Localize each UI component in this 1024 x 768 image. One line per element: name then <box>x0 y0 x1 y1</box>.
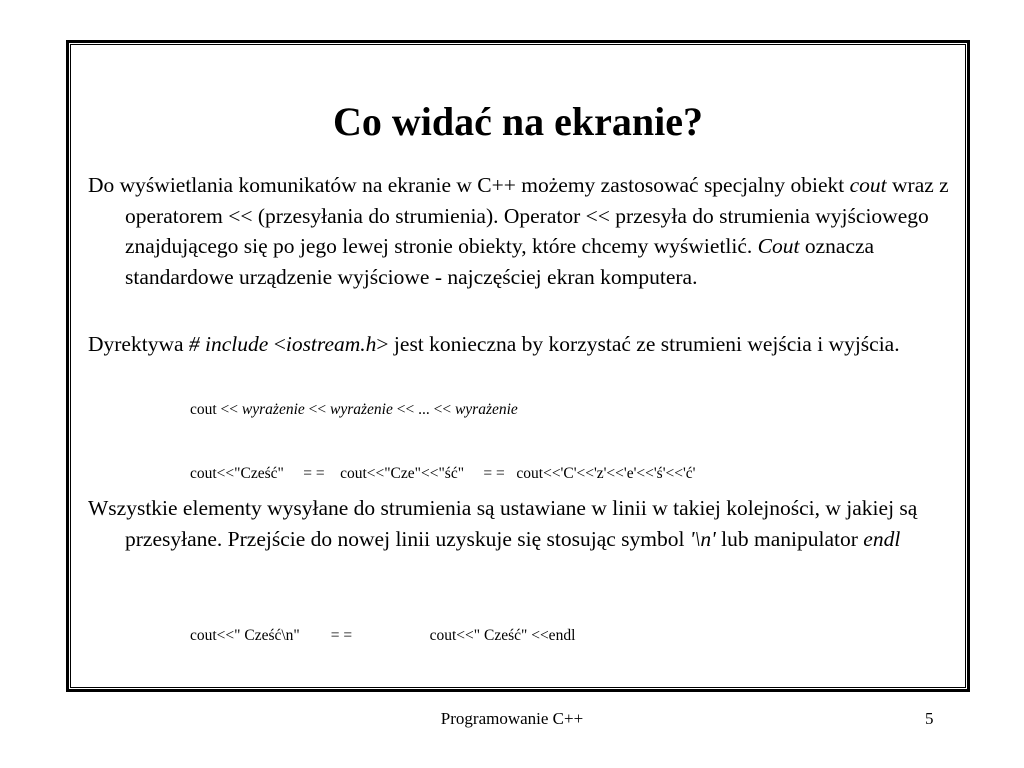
slide-title: Co widać na ekranie? <box>333 99 703 144</box>
paragraph-text: Dyrektywa <box>88 332 189 356</box>
term-include: # include <box>188 332 269 356</box>
code-term: wyrażenie <box>330 401 393 418</box>
code-example-equivalence: cout<<"Cześć" = = cout<<"Cze"<<"ść" = = cout<<'C'<<'z'<<'e'<<'ś'<<'ć' <box>190 465 696 482</box>
term-cout-capital: Cout <box>757 234 800 258</box>
term-endl: endl <box>863 526 901 551</box>
paragraph-cout-intro <box>88 170 975 292</box>
term-cout: cout <box>849 173 887 197</box>
code-text: << ... << <box>392 401 455 418</box>
term-iostream: iostream.h <box>285 332 377 356</box>
term-newline: '\n' <box>689 526 716 551</box>
code-term: wyrażenie <box>454 401 518 418</box>
code-example-endl: cout<<" Cześć\n" = = cout<<" Cześć" <<endl <box>190 627 576 644</box>
code-text: << <box>304 401 331 418</box>
page-number: 5 <box>925 709 934 728</box>
code-term: wyrażenie <box>241 401 305 418</box>
footer-course-title: Programowanie C++ <box>440 709 584 728</box>
paragraph-newline <box>88 493 975 554</box>
code-text: cout << <box>190 401 242 418</box>
paragraph-text: Wszystkie elementy wysyłane do strumienia są ustawiane w linii w takiej kolejności, w jakiej są przesyłane. Przejście do nowej linii uzyskuje się stosując symbol <box>88 496 918 551</box>
paragraph-include-directive <box>88 329 975 360</box>
code-example-syntax <box>190 400 518 420</box>
paragraph-text: wraz z operatorem << (przesyłania do strumienia). Operator << przesyła do strumienia wyjściowego znajdującego się po jego lewej stronie obiekty, które chcemy wyświetlić. <box>125 173 949 258</box>
paragraph-text: Do wyświetlania komunikatów na ekranie w C++ możemy zastosować specjalny obiekt <box>88 173 850 197</box>
paragraph-text: > jest konieczna by korzystać ze strumieni wejścia i wyjścia. <box>376 332 900 356</box>
paragraph-text: < <box>268 332 286 356</box>
paragraph-text: oznacza standardowe urządzenie wyjściowe - najczęściej ekran komputera. <box>125 234 875 289</box>
paragraph-text: lub manipulator <box>715 526 864 551</box>
